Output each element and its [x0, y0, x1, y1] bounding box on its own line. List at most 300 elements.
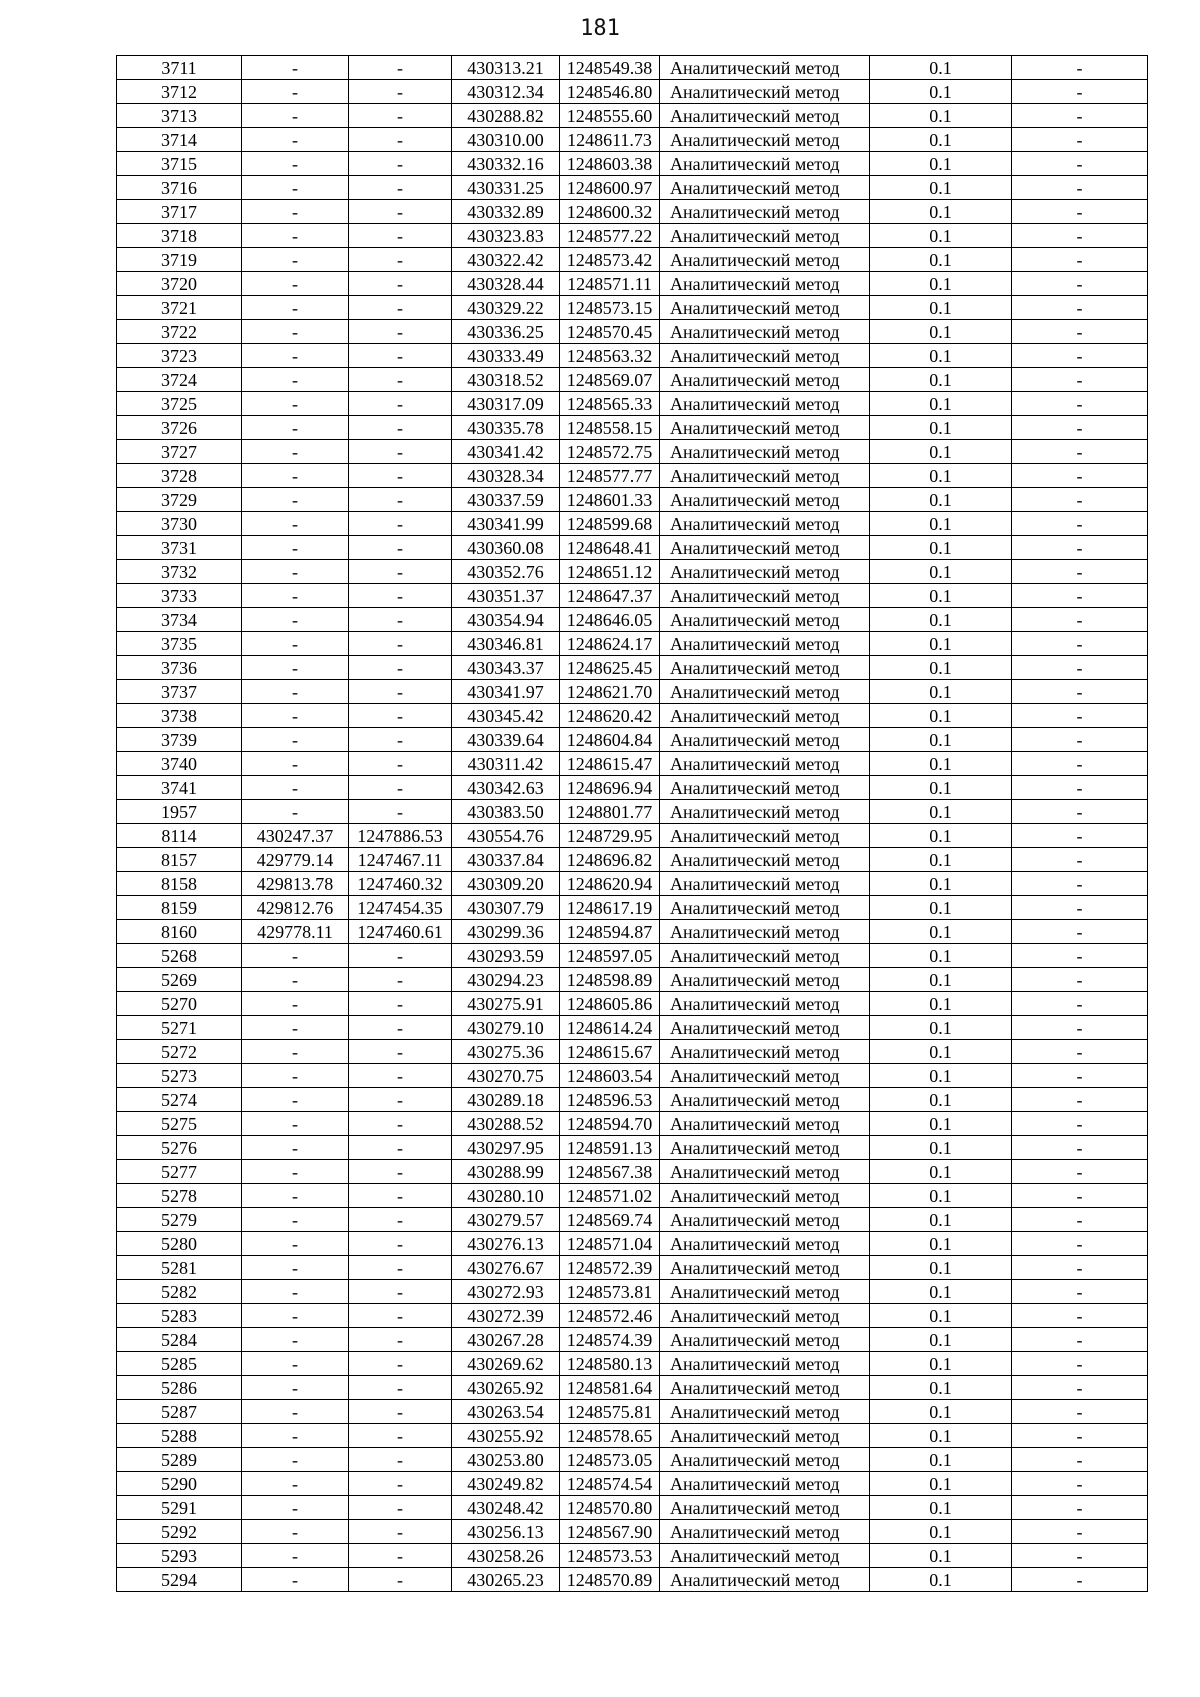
cell-accuracy: 0.1: [870, 1544, 1012, 1568]
cell-accuracy: 0.1: [870, 1136, 1012, 1160]
cell-point-number: 3728: [117, 464, 242, 488]
cell-note: -: [1012, 656, 1148, 680]
cell-old-y: -: [349, 1544, 452, 1568]
cell-old-x: -: [242, 368, 349, 392]
cell-old-x: -: [242, 248, 349, 272]
table-row: [117, 1112, 1148, 1136]
cell-old-y: -: [349, 1400, 452, 1424]
cell-method: Аналитический метод: [660, 344, 870, 368]
cell-note: -: [1012, 464, 1148, 488]
cell-note: -: [1012, 56, 1148, 80]
cell-old-x: -: [242, 152, 349, 176]
cell-old-y: -: [349, 992, 452, 1016]
cell-note: -: [1012, 224, 1148, 248]
table-row: [117, 1304, 1148, 1328]
table-row: [117, 608, 1148, 632]
table-row: [117, 1256, 1148, 1280]
table-row: [117, 992, 1148, 1016]
cell-accuracy: 0.1: [870, 1352, 1012, 1376]
table-row: [117, 1184, 1148, 1208]
table-row: [117, 1352, 1148, 1376]
cell-point-number: 5290: [117, 1472, 242, 1496]
cell-note: -: [1012, 920, 1148, 944]
cell-method: Аналитический метод: [660, 272, 870, 296]
cell-new-y: 1248573.42: [560, 248, 660, 272]
cell-accuracy: 0.1: [870, 1208, 1012, 1232]
cell-old-y: -: [349, 440, 452, 464]
cell-new-y: 1248625.45: [560, 656, 660, 680]
cell-point-number: 5280: [117, 1232, 242, 1256]
cell-new-y: 1248598.89: [560, 968, 660, 992]
cell-point-number: 5294: [117, 1568, 242, 1592]
cell-note: -: [1012, 320, 1148, 344]
cell-point-number: 5284: [117, 1328, 242, 1352]
cell-new-x: 430294.23: [452, 968, 560, 992]
cell-old-x: -: [242, 80, 349, 104]
cell-note: -: [1012, 1304, 1148, 1328]
table-row: [117, 1496, 1148, 1520]
cell-new-y: 1248573.81: [560, 1280, 660, 1304]
cell-accuracy: 0.1: [870, 1040, 1012, 1064]
cell-point-number: 5270: [117, 992, 242, 1016]
cell-accuracy: 0.1: [870, 1472, 1012, 1496]
cell-new-x: 430307.79: [452, 896, 560, 920]
cell-method: Аналитический метод: [660, 488, 870, 512]
cell-old-x: -: [242, 1304, 349, 1328]
cell-new-y: 1248563.32: [560, 344, 660, 368]
cell-new-x: 430343.37: [452, 656, 560, 680]
cell-accuracy: 0.1: [870, 680, 1012, 704]
cell-note: -: [1012, 440, 1148, 464]
cell-accuracy: 0.1: [870, 464, 1012, 488]
cell-new-x: 430288.99: [452, 1160, 560, 1184]
cell-point-number: 3711: [117, 56, 242, 80]
cell-new-x: 430337.59: [452, 488, 560, 512]
cell-note: -: [1012, 968, 1148, 992]
cell-new-x: 430360.08: [452, 536, 560, 560]
cell-accuracy: 0.1: [870, 176, 1012, 200]
cell-note: -: [1012, 1280, 1148, 1304]
table-row: [117, 1400, 1148, 1424]
cell-new-y: 1248569.07: [560, 368, 660, 392]
cell-point-number: 5279: [117, 1208, 242, 1232]
cell-method: Аналитический метод: [660, 1160, 870, 1184]
table-row: [117, 272, 1148, 296]
cell-old-x: -: [242, 560, 349, 584]
table-row: [117, 536, 1148, 560]
cell-accuracy: 0.1: [870, 944, 1012, 968]
cell-new-y: 1248569.74: [560, 1208, 660, 1232]
cell-new-x: 430253.80: [452, 1448, 560, 1472]
cell-new-x: 430276.67: [452, 1256, 560, 1280]
table-row: [117, 152, 1148, 176]
cell-old-x: -: [242, 1376, 349, 1400]
cell-new-x: 430270.75: [452, 1064, 560, 1088]
cell-note: -: [1012, 1352, 1148, 1376]
cell-accuracy: 0.1: [870, 104, 1012, 128]
cell-old-x: -: [242, 1328, 349, 1352]
cell-note: -: [1012, 1232, 1148, 1256]
table-row: [117, 344, 1148, 368]
cell-point-number: 5288: [117, 1424, 242, 1448]
cell-old-x: -: [242, 320, 349, 344]
cell-point-number: 3725: [117, 392, 242, 416]
cell-note: -: [1012, 1400, 1148, 1424]
table-row: [117, 848, 1148, 872]
cell-new-x: 430279.10: [452, 1016, 560, 1040]
cell-new-x: 430331.25: [452, 176, 560, 200]
cell-accuracy: 0.1: [870, 656, 1012, 680]
cell-point-number: 8114: [117, 824, 242, 848]
cell-note: -: [1012, 200, 1148, 224]
cell-old-y: -: [349, 1184, 452, 1208]
cell-new-x: 430341.99: [452, 512, 560, 536]
cell-accuracy: 0.1: [870, 560, 1012, 584]
cell-old-y: -: [349, 1352, 452, 1376]
cell-old-x: 429812.76: [242, 896, 349, 920]
cell-new-x: 430352.76: [452, 560, 560, 584]
cell-method: Аналитический метод: [660, 1184, 870, 1208]
cell-new-y: 1248601.33: [560, 488, 660, 512]
cell-old-y: -: [349, 416, 452, 440]
cell-old-y: -: [349, 296, 452, 320]
cell-new-y: 1248614.24: [560, 1016, 660, 1040]
cell-new-y: 1248578.65: [560, 1424, 660, 1448]
cell-new-x: 430323.83: [452, 224, 560, 248]
cell-point-number: 3721: [117, 296, 242, 320]
cell-old-x: 429778.11: [242, 920, 349, 944]
cell-point-number: 3732: [117, 560, 242, 584]
cell-method: Аналитический метод: [660, 296, 870, 320]
table-row: [117, 752, 1148, 776]
cell-old-y: -: [349, 1280, 452, 1304]
cell-accuracy: 0.1: [870, 272, 1012, 296]
cell-old-y: -: [349, 272, 452, 296]
cell-new-y: 1248648.41: [560, 536, 660, 560]
cell-new-y: 1248651.12: [560, 560, 660, 584]
cell-old-y: -: [349, 1040, 452, 1064]
cell-old-y: -: [349, 1136, 452, 1160]
table-row: [117, 776, 1148, 800]
cell-method: Аналитический метод: [660, 1280, 870, 1304]
cell-point-number: 3740: [117, 752, 242, 776]
cell-note: -: [1012, 1472, 1148, 1496]
cell-new-y: 1248573.15: [560, 296, 660, 320]
cell-new-x: 430329.22: [452, 296, 560, 320]
cell-new-x: 430272.93: [452, 1280, 560, 1304]
cell-old-x: -: [242, 1496, 349, 1520]
table-row: [117, 104, 1148, 128]
cell-old-x: -: [242, 416, 349, 440]
cell-new-y: 1248571.02: [560, 1184, 660, 1208]
cell-old-x: -: [242, 776, 349, 800]
cell-old-x: -: [242, 1568, 349, 1592]
cell-method: Аналитический метод: [660, 1400, 870, 1424]
cell-new-y: 1248696.94: [560, 776, 660, 800]
cell-new-y: 1248615.47: [560, 752, 660, 776]
cell-old-x: -: [242, 200, 349, 224]
cell-method: Аналитический метод: [660, 1376, 870, 1400]
cell-accuracy: 0.1: [870, 824, 1012, 848]
cell-old-x: -: [242, 728, 349, 752]
cell-new-x: 430328.34: [452, 464, 560, 488]
cell-point-number: 5277: [117, 1160, 242, 1184]
cell-new-y: 1248729.95: [560, 824, 660, 848]
cell-new-x: 430332.16: [452, 152, 560, 176]
cell-point-number: 5292: [117, 1520, 242, 1544]
cell-accuracy: 0.1: [870, 1424, 1012, 1448]
cell-old-y: -: [349, 704, 452, 728]
cell-note: -: [1012, 728, 1148, 752]
table-row: [117, 1208, 1148, 1232]
cell-accuracy: 0.1: [870, 56, 1012, 80]
cell-method: Аналитический метод: [660, 128, 870, 152]
cell-method: Аналитический метод: [660, 776, 870, 800]
cell-old-y: 1247454.35: [349, 896, 452, 920]
cell-old-y: -: [349, 680, 452, 704]
cell-old-y: -: [349, 1256, 452, 1280]
table-row: [117, 1472, 1148, 1496]
cell-old-x: -: [242, 1352, 349, 1376]
table-row: [117, 1568, 1148, 1592]
cell-new-y: 1248572.46: [560, 1304, 660, 1328]
cell-new-y: 1248555.60: [560, 104, 660, 128]
cell-method: Аналитический метод: [660, 872, 870, 896]
cell-new-x: 430339.64: [452, 728, 560, 752]
cell-old-y: -: [349, 560, 452, 584]
cell-point-number: 8159: [117, 896, 242, 920]
table-row: [117, 920, 1148, 944]
table-row: [117, 1328, 1148, 1352]
cell-method: Аналитический метод: [660, 176, 870, 200]
cell-point-number: 3714: [117, 128, 242, 152]
cell-old-y: -: [349, 1496, 452, 1520]
cell-old-x: -: [242, 224, 349, 248]
cell-new-y: 1248599.68: [560, 512, 660, 536]
table-row: [117, 584, 1148, 608]
cell-note: -: [1012, 296, 1148, 320]
cell-accuracy: 0.1: [870, 1304, 1012, 1328]
cell-note: -: [1012, 1064, 1148, 1088]
cell-new-y: 1248570.89: [560, 1568, 660, 1592]
cell-method: Аналитический метод: [660, 80, 870, 104]
table-row: [117, 512, 1148, 536]
table-row: [117, 1064, 1148, 1088]
cell-old-x: -: [242, 1160, 349, 1184]
cell-method: Аналитический метод: [660, 944, 870, 968]
cell-old-y: -: [349, 152, 452, 176]
cell-new-x: 430289.18: [452, 1088, 560, 1112]
cell-new-y: 1248594.87: [560, 920, 660, 944]
cell-old-y: -: [349, 1328, 452, 1352]
cell-method: Аналитический метод: [660, 392, 870, 416]
table-row: [117, 632, 1148, 656]
cell-old-y: -: [349, 608, 452, 632]
cell-note: -: [1012, 1424, 1148, 1448]
cell-new-y: 1248549.38: [560, 56, 660, 80]
cell-note: -: [1012, 512, 1148, 536]
table-row: [117, 368, 1148, 392]
cell-old-x: -: [242, 296, 349, 320]
cell-new-y: 1248575.81: [560, 1400, 660, 1424]
cell-new-x: 430276.13: [452, 1232, 560, 1256]
cell-new-y: 1248647.37: [560, 584, 660, 608]
cell-new-x: 430288.82: [452, 104, 560, 128]
cell-note: -: [1012, 752, 1148, 776]
cell-method: Аналитический метод: [660, 464, 870, 488]
cell-method: Аналитический метод: [660, 440, 870, 464]
cell-point-number: 5278: [117, 1184, 242, 1208]
cell-note: -: [1012, 1496, 1148, 1520]
cell-accuracy: 0.1: [870, 488, 1012, 512]
cell-method: Аналитический метод: [660, 848, 870, 872]
cell-point-number: 3731: [117, 536, 242, 560]
cell-point-number: 5274: [117, 1088, 242, 1112]
cell-point-number: 5268: [117, 944, 242, 968]
cell-old-y: -: [349, 320, 452, 344]
cell-note: -: [1012, 1544, 1148, 1568]
cell-point-number: 5293: [117, 1544, 242, 1568]
cell-old-x: 430247.37: [242, 824, 349, 848]
cell-note: -: [1012, 1208, 1148, 1232]
cell-accuracy: 0.1: [870, 152, 1012, 176]
cell-old-x: -: [242, 392, 349, 416]
cell-new-x: 430265.92: [452, 1376, 560, 1400]
cell-new-x: 430269.62: [452, 1352, 560, 1376]
cell-point-number: 8158: [117, 872, 242, 896]
cell-accuracy: 0.1: [870, 1376, 1012, 1400]
cell-note: -: [1012, 1040, 1148, 1064]
cell-old-y: -: [349, 176, 452, 200]
cell-accuracy: 0.1: [870, 296, 1012, 320]
cell-old-x: -: [242, 1184, 349, 1208]
cell-old-y: -: [349, 200, 452, 224]
cell-new-x: 430317.09: [452, 392, 560, 416]
table-row: [117, 176, 1148, 200]
cell-point-number: 3722: [117, 320, 242, 344]
cell-point-number: 3713: [117, 104, 242, 128]
table-row: [117, 128, 1148, 152]
cell-method: Аналитический метод: [660, 416, 870, 440]
cell-accuracy: 0.1: [870, 392, 1012, 416]
cell-new-y: 1248565.33: [560, 392, 660, 416]
cell-accuracy: 0.1: [870, 800, 1012, 824]
cell-note: -: [1012, 392, 1148, 416]
cell-method: Аналитический метод: [660, 1088, 870, 1112]
cell-point-number: 3729: [117, 488, 242, 512]
table-row: [117, 1544, 1148, 1568]
cell-accuracy: 0.1: [870, 920, 1012, 944]
cell-accuracy: 0.1: [870, 608, 1012, 632]
cell-new-x: 430310.00: [452, 128, 560, 152]
cell-old-x: -: [242, 1256, 349, 1280]
table-row: [117, 248, 1148, 272]
table-row: [117, 560, 1148, 584]
cell-new-x: 430337.84: [452, 848, 560, 872]
cell-point-number: 5283: [117, 1304, 242, 1328]
cell-new-x: 430346.81: [452, 632, 560, 656]
cell-method: Аналитический метод: [660, 536, 870, 560]
cell-new-x: 430275.91: [452, 992, 560, 1016]
cell-new-y: 1248571.11: [560, 272, 660, 296]
cell-new-x: 430280.10: [452, 1184, 560, 1208]
cell-point-number: 3736: [117, 656, 242, 680]
cell-old-x: -: [242, 1520, 349, 1544]
cell-point-number: 3735: [117, 632, 242, 656]
cell-old-y: -: [349, 1016, 452, 1040]
cell-accuracy: 0.1: [870, 1184, 1012, 1208]
cell-new-x: 430299.36: [452, 920, 560, 944]
cell-new-x: 430312.34: [452, 80, 560, 104]
table-row: [117, 800, 1148, 824]
cell-new-y: 1248567.90: [560, 1520, 660, 1544]
cell-new-y: 1248574.54: [560, 1472, 660, 1496]
cell-note: -: [1012, 1520, 1148, 1544]
table-row: [117, 1448, 1148, 1472]
cell-old-y: -: [349, 800, 452, 824]
cell-new-x: 430263.54: [452, 1400, 560, 1424]
cell-accuracy: 0.1: [870, 896, 1012, 920]
cell-old-y: -: [349, 1304, 452, 1328]
cell-old-y: -: [349, 56, 452, 80]
cell-note: -: [1012, 128, 1148, 152]
cell-old-y: -: [349, 1232, 452, 1256]
cell-new-y: 1248801.77: [560, 800, 660, 824]
cell-new-y: 1248646.05: [560, 608, 660, 632]
cell-note: -: [1012, 368, 1148, 392]
cell-old-y: -: [349, 776, 452, 800]
table-row: [117, 656, 1148, 680]
cell-note: -: [1012, 1256, 1148, 1280]
cell-note: -: [1012, 800, 1148, 824]
cell-new-x: 430293.59: [452, 944, 560, 968]
cell-old-x: -: [242, 272, 349, 296]
cell-method: Аналитический метод: [660, 824, 870, 848]
cell-note: -: [1012, 872, 1148, 896]
cell-old-x: -: [242, 1016, 349, 1040]
coordinates-table: [116, 55, 1148, 1592]
cell-old-y: -: [349, 104, 452, 128]
table-row: [117, 896, 1148, 920]
cell-old-x: -: [242, 608, 349, 632]
cell-new-y: 1248624.17: [560, 632, 660, 656]
cell-old-x: -: [242, 464, 349, 488]
cell-old-y: -: [349, 536, 452, 560]
cell-point-number: 3717: [117, 200, 242, 224]
table-row: [117, 728, 1148, 752]
cell-old-x: -: [242, 344, 349, 368]
cell-note: -: [1012, 824, 1148, 848]
cell-old-y: -: [349, 968, 452, 992]
cell-new-y: 1248603.54: [560, 1064, 660, 1088]
cell-new-x: 430249.82: [452, 1472, 560, 1496]
cell-accuracy: 0.1: [870, 1280, 1012, 1304]
cell-accuracy: 0.1: [870, 728, 1012, 752]
cell-accuracy: 0.1: [870, 1400, 1012, 1424]
cell-method: Аналитический метод: [660, 320, 870, 344]
cell-accuracy: 0.1: [870, 1328, 1012, 1352]
cell-method: Аналитический метод: [660, 1112, 870, 1136]
cell-point-number: 3726: [117, 416, 242, 440]
table-row: [117, 824, 1148, 848]
cell-new-x: 430267.28: [452, 1328, 560, 1352]
cell-note: -: [1012, 176, 1148, 200]
cell-accuracy: 0.1: [870, 416, 1012, 440]
table-row: [117, 944, 1148, 968]
cell-accuracy: 0.1: [870, 344, 1012, 368]
cell-old-x: -: [242, 512, 349, 536]
cell-point-number: 5269: [117, 968, 242, 992]
